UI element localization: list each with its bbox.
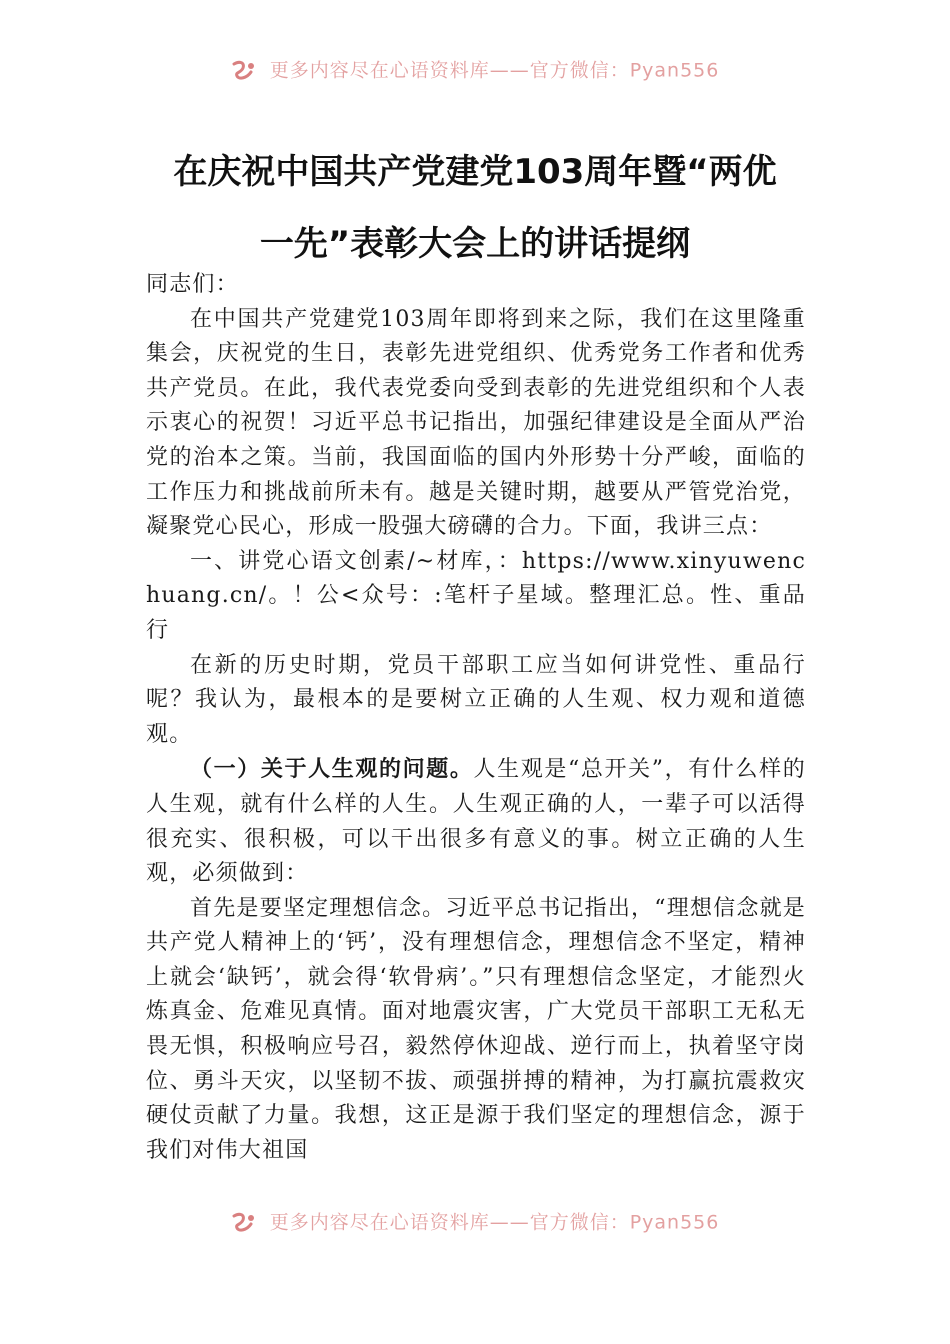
- paragraph-intro: 在中国共产党建党103周年即将到来之际，我们在这里隆重集会，庆祝党的生日，表彰先进党组织、优秀党务工作者和优秀共产党员。在此，我代表党委向受到表彰的先进党组织和个人表示衷心的祝贺！习近平总书记指出，加强纪律建设是全面从严治党的治本之策。当前，我国面临的国内外形势十分严峻，面临的工作压力和挑战前所未有。越是关键时期，越要从严管党治党，凝聚党心民心，形成一股强大磅礴的合力。下面，我讲三点：: [146, 306, 806, 540]
- watermark-logo-icon: [231, 1212, 257, 1234]
- watermark-top: [0, 56, 950, 84]
- title-line-2: 一先”表彰大会上的讲话提纲: [259, 224, 691, 264]
- paragraph-ideals: 首先是要坚定理想信念。习近平总书记指出，“理想信念就是共产党人精神上的‘钙’，没有理想信念，理想信念不坚定，精神上就会‘缺钙’，就会得‘软骨病’。”只有理想信念坚定，才能烈火炼真金、危难见真情。面对地震灾害，广大党员干部职工无私无畏无惧，积极响应号召，毅然停休迎战、逆行而上，执着坚守岗位、勇斗天灾，以坚韧不拔、顽强拼搏的精神，为打赢抗震救灾硬仗贡献了力量。我想，这正是源于我们坚定的理想信念，源于我们对伟大祖国: [146, 895, 806, 1163]
- document-body: [146, 268, 806, 1168]
- watermark-bottom: [0, 1208, 950, 1236]
- paragraph-subsection-1: [146, 752, 806, 891]
- watermark-logo-icon: [231, 60, 257, 82]
- subsection-1-text: 人生观是“总开关”，有什么样的人生观，就有什么样的人生。人生观正确的人，一辈子可以活得很充实、很积极，可以干出很多有意义的事。树立正确的人生观，必须做到：: [146, 757, 806, 887]
- paragraph-section-1-intro: 在新的历史时期，党员干部职工应当如何讲党性、重品行呢？我认为，最根本的是要树立正确的人生观、权力观和道德观。: [146, 652, 806, 747]
- section-heading-1: 一、讲党心语文创素/~材库，：https://www.xinyuwenchuang.cn/。！公<众号：:笔杆子星域。整理汇总。性、重品行: [146, 548, 806, 643]
- watermark-text: 更多内容尽在心语资料库——官方微信：Pyan556: [269, 1211, 720, 1234]
- salutation: 同志们：: [146, 272, 239, 297]
- watermark-text: 更多内容尽在心语资料库——官方微信：Pyan556: [269, 59, 720, 82]
- subsection-1-heading: （一）关于人生观的问题。: [190, 756, 474, 783]
- title-line-1: 在庆祝中国共产党建党103周年暨“两优: [173, 152, 777, 192]
- document-title: [120, 136, 830, 280]
